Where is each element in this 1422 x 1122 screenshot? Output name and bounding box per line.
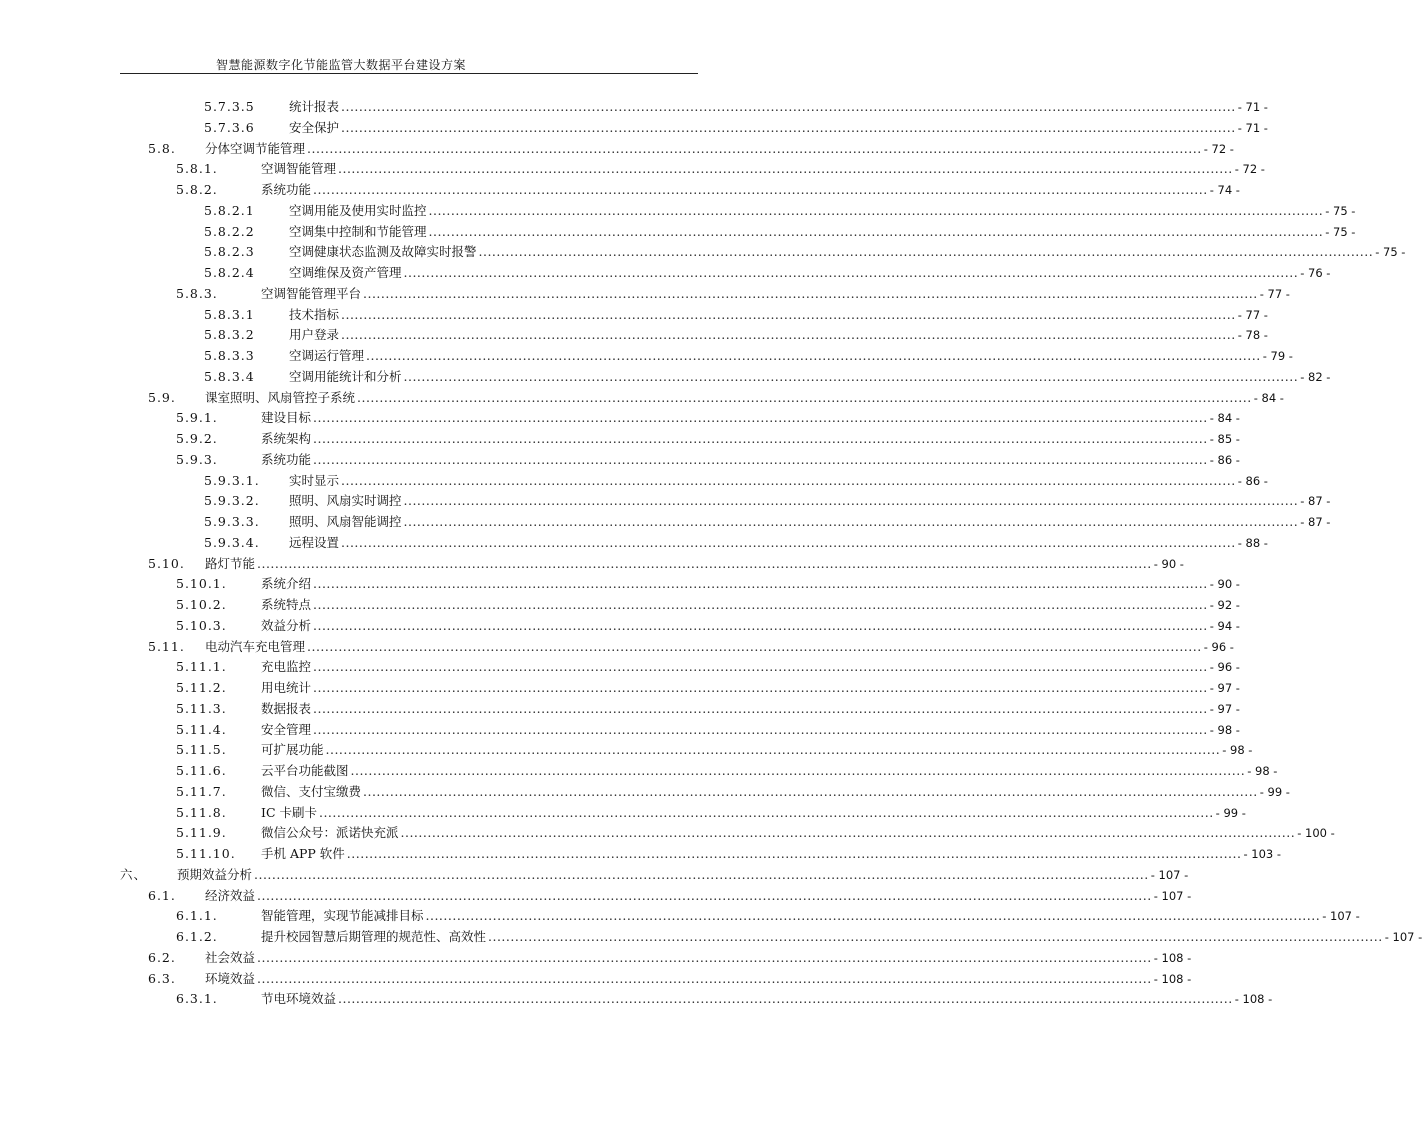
toc-entry-number: 5.7.3.6 bbox=[204, 119, 255, 135]
toc-leader-dots: ........................................................................................................................................................................................................ bbox=[366, 348, 1261, 363]
toc-entry-page: - 96 - bbox=[1209, 660, 1240, 675]
toc-entry[interactable] bbox=[176, 698, 1240, 719]
toc-entry[interactable] bbox=[148, 138, 1234, 159]
toc-entry-title: 空调运行管理 bbox=[289, 348, 365, 363]
toc-entry-number: 5.10.1. bbox=[176, 576, 227, 592]
toc-entry-page: - 71 - bbox=[1237, 120, 1268, 135]
toc-entry[interactable] bbox=[148, 885, 1192, 906]
toc-entry-title: 预期效益分析 bbox=[177, 866, 253, 882]
toc-leader-dots: ........................................................................................................................................................................................................ bbox=[428, 223, 1324, 239]
toc-entry-title: 安全管理 bbox=[261, 721, 312, 737]
toc-entry[interactable] bbox=[120, 864, 1189, 885]
toc-entry-title: 系统功能 bbox=[261, 451, 312, 467]
toc-entry-title: 分体空调节能管理 bbox=[205, 140, 306, 156]
toc-leader-dots: ........................................................................................................................................................................................................ bbox=[318, 804, 1214, 820]
toc-entry-number: 5.11.8. bbox=[176, 804, 227, 820]
toc-entry-number: 6.2. bbox=[148, 949, 176, 965]
toc-entry[interactable] bbox=[176, 802, 1246, 823]
toc-leader-dots: ........................................................................................................................................................................................................ bbox=[403, 493, 1299, 509]
toc-entry[interactable] bbox=[176, 760, 1278, 781]
toc-entry-title: 空调智能管理平台 bbox=[261, 285, 362, 301]
toc-entry-page: - 82 - bbox=[1300, 369, 1331, 384]
toc-entry[interactable] bbox=[176, 615, 1240, 636]
toc-entry-page: - 84 - bbox=[1209, 411, 1240, 426]
toc-entry-number: 5.9.2. bbox=[176, 431, 218, 446]
toc-leader-dots: ........................................................................................................................................................................................................ bbox=[313, 700, 1208, 716]
toc-leader-dots: ........................................................................................................................................................................................................ bbox=[428, 202, 1324, 218]
toc-entry-page: - 85 - bbox=[1209, 432, 1240, 446]
toc-entry-number: 5.9.1. bbox=[176, 410, 218, 426]
toc-leader-dots: ........................................................................................................................................................................................................ bbox=[257, 887, 1152, 903]
toc-entry[interactable] bbox=[204, 470, 1268, 491]
toc-leader-dots: ........................................................................................................................................................................................................ bbox=[313, 721, 1208, 737]
toc-entry-title: 系统特点 bbox=[261, 597, 312, 612]
toc-entry[interactable] bbox=[176, 905, 1360, 926]
toc-entry-page: - 107 - bbox=[1150, 867, 1189, 882]
toc-entry-number: 5.11.10. bbox=[176, 846, 236, 861]
toc-entry-number: 5.11.1. bbox=[176, 659, 227, 675]
toc-entry-title: 实时显示 bbox=[289, 472, 340, 488]
toc-entry-page: - 90 - bbox=[1209, 577, 1240, 592]
toc-entry[interactable] bbox=[148, 553, 1184, 574]
toc-entry-number: 5.9.3.2. bbox=[204, 493, 260, 509]
toc-entry-number: 5.11.7. bbox=[176, 783, 227, 799]
toc-entry-page: - 103 - bbox=[1243, 847, 1282, 861]
toc-entry-title: 技术指标 bbox=[289, 306, 340, 322]
toc-leader-dots: ........................................................................................................................................................................................................ bbox=[341, 99, 1236, 114]
toc-entry-title: 空调智能管理 bbox=[261, 161, 337, 177]
toc-entry-number: 6.3.1. bbox=[176, 991, 218, 1007]
toc-entry[interactable] bbox=[176, 573, 1240, 594]
toc-entry[interactable] bbox=[176, 781, 1290, 802]
toc-entry-number: 5.8.3.4 bbox=[204, 368, 255, 384]
toc-entry-number: 5.11.2. bbox=[176, 680, 227, 695]
toc-entry[interactable] bbox=[204, 221, 1356, 242]
toc-entry-title: 手机 APP 软件 bbox=[261, 846, 345, 861]
toc-entry[interactable] bbox=[204, 490, 1331, 511]
toc-leader-dots: ........................................................................................................................................................................................................ bbox=[257, 970, 1152, 986]
toc-entry-number: 6.1.1. bbox=[176, 908, 218, 924]
toc-entry[interactable] bbox=[176, 739, 1253, 760]
toc-entry-number: 5.8.2. bbox=[176, 182, 218, 197]
toc-entry-number: 5.8.2.1 bbox=[204, 202, 255, 218]
toc-leader-dots: ........................................................................................................................................................................................................ bbox=[350, 763, 1246, 778]
toc-entry-title: 云平台功能截图 bbox=[261, 763, 349, 778]
toc-entry-number: 5.11.5. bbox=[176, 742, 227, 758]
toc-entry[interactable] bbox=[176, 428, 1240, 449]
toc-entry-number: 5.8.3.1 bbox=[204, 306, 255, 322]
toc-leader-dots: ........................................................................................................................................................................................................ bbox=[313, 182, 1208, 197]
toc-entry-title: 建设目标 bbox=[261, 410, 312, 426]
toc-entry-title: 系统功能 bbox=[261, 182, 312, 197]
toc-entry-title: 提升校园智慧后期管理的规范性、高效性 bbox=[261, 929, 487, 944]
toc-entry-number: 5.11. bbox=[148, 638, 185, 654]
toc-entry-page: - 92 - bbox=[1209, 598, 1240, 612]
toc-entry-page: - 108 - bbox=[1153, 950, 1192, 965]
toc-leader-dots: ........................................................................................................................................................................................................ bbox=[313, 597, 1208, 612]
toc-leader-dots: ........................................................................................................................................................................................................ bbox=[325, 742, 1221, 758]
toc-entry[interactable] bbox=[176, 988, 1273, 1009]
toc-entry-page: - 74 - bbox=[1209, 183, 1240, 197]
toc-entry-title: 远程设置 bbox=[289, 534, 340, 550]
toc-leader-dots: ........................................................................................................................................................................................................ bbox=[307, 140, 1202, 156]
toc-entry-number: 5.8.2.2 bbox=[204, 223, 255, 239]
toc-leader-dots: ........................................................................................................................................................................................................ bbox=[313, 410, 1208, 426]
toc-entry[interactable] bbox=[176, 179, 1240, 200]
toc-entry-title: 路灯节能 bbox=[205, 555, 256, 571]
toc-entry-title: 电动汽车充电管理 bbox=[205, 638, 306, 654]
toc-leader-dots: ........................................................................................................................................................................................................ bbox=[338, 991, 1233, 1007]
toc-entry-number: 5.8.2.3 bbox=[204, 244, 255, 260]
toc-entry-page: - 108 - bbox=[1234, 992, 1273, 1007]
toc-entry-title: 节电环境效益 bbox=[261, 991, 337, 1007]
toc-entry-page: - 79 - bbox=[1262, 349, 1293, 363]
toc-entry[interactable] bbox=[148, 636, 1234, 657]
toc-entry[interactable] bbox=[176, 656, 1240, 677]
toc-leader-dots: ........................................................................................................................................................................................................ bbox=[257, 949, 1152, 965]
toc-entry[interactable] bbox=[176, 594, 1240, 615]
toc-entry-page: - 99 - bbox=[1215, 805, 1246, 820]
toc-entry-title: 照明、风扇实时调控 bbox=[289, 493, 402, 509]
toc-entry[interactable] bbox=[204, 262, 1331, 283]
toc-entry-number: 5.9.3.1. bbox=[204, 472, 260, 488]
toc-leader-dots: ........................................................................................................................................................................................................ bbox=[341, 327, 1236, 343]
toc-entry-page: - 98 - bbox=[1247, 764, 1278, 778]
toc-entry-page: - 72 - bbox=[1234, 162, 1265, 177]
toc-leader-dots: ........................................................................................................................................................................................................ bbox=[341, 306, 1236, 322]
toc-entry-number: 5.8.2.4 bbox=[204, 265, 255, 280]
toc-entry[interactable] bbox=[176, 449, 1240, 470]
toc-entry-title: 安全保护 bbox=[289, 119, 340, 135]
toc-entry-title: 空调维保及资产管理 bbox=[289, 265, 402, 280]
toc-leader-dots: ........................................................................................................................................................................................................ bbox=[403, 368, 1299, 384]
toc-entry[interactable] bbox=[204, 200, 1356, 221]
toc-entry-number: 5.11.4. bbox=[176, 721, 227, 737]
toc-entry-page: - 77 - bbox=[1259, 286, 1290, 301]
toc-entry-title: 空调健康状态监测及故障实时报警 bbox=[289, 244, 477, 260]
toc-entry[interactable] bbox=[204, 532, 1268, 553]
toc-leader-dots: ........................................................................................................................................................................................................ bbox=[346, 846, 1242, 861]
toc-leader-dots: ........................................................................................................................................................................................................ bbox=[313, 431, 1208, 446]
toc-entry-page: - 87 - bbox=[1300, 494, 1331, 509]
toc-entry-number: 5.9. bbox=[148, 389, 176, 405]
toc-entry[interactable] bbox=[176, 822, 1335, 843]
toc-entry-number: 6.1. bbox=[148, 887, 176, 903]
toc-entry[interactable] bbox=[204, 366, 1331, 387]
toc-entry-title: 效益分析 bbox=[261, 617, 312, 633]
toc-entry[interactable] bbox=[148, 968, 1192, 989]
toc-entry[interactable] bbox=[176, 843, 1282, 864]
toc-entry-title: 系统架构 bbox=[261, 431, 312, 446]
toc-entry-page: - 86 - bbox=[1237, 473, 1268, 488]
toc-entry-number: 6.1.2. bbox=[176, 929, 218, 944]
toc-entry-title: 经济效益 bbox=[205, 887, 256, 903]
toc-entry-title: 空调集中控制和节能管理 bbox=[289, 223, 427, 239]
toc-entry-number: 5.8.3. bbox=[176, 285, 218, 301]
toc-entry-number: 5.8.3.2 bbox=[204, 327, 255, 343]
toc-entry-page: - 94 - bbox=[1209, 618, 1240, 633]
toc-entry-title: 充电监控 bbox=[261, 659, 312, 675]
toc-leader-dots: ........................................................................................................................................................................................................ bbox=[403, 265, 1299, 280]
toc-leader-dots: ........................................................................................................................................................................................................ bbox=[341, 534, 1236, 550]
toc-entry-title: 环境效益 bbox=[205, 970, 256, 986]
toc-entry-number: 5.11.9. bbox=[176, 825, 227, 841]
toc-leader-dots: ........................................................................................................................................................................................................ bbox=[357, 389, 1252, 405]
toc-entry-page: - 97 - bbox=[1209, 701, 1240, 716]
toc-entry[interactable] bbox=[204, 511, 1331, 532]
toc-entry[interactable] bbox=[176, 719, 1240, 740]
toc-entry-page: - 100 - bbox=[1297, 826, 1335, 841]
toc-entry-title: 社会效益 bbox=[205, 949, 256, 965]
toc-leader-dots: ........................................................................................................................................................................................................ bbox=[313, 451, 1208, 467]
toc-entry-page: - 107 - bbox=[1322, 909, 1360, 924]
toc-entry[interactable] bbox=[176, 926, 1422, 947]
toc-entry-number: 六、 bbox=[120, 866, 148, 882]
toc-entry-page: - 86 - bbox=[1209, 452, 1240, 467]
toc-entry-page: - 98 - bbox=[1209, 722, 1240, 737]
toc-entry[interactable] bbox=[176, 677, 1240, 698]
toc-entry-page: - 107 - bbox=[1384, 930, 1422, 944]
toc-entry-title: 空调用能统计和分析 bbox=[289, 368, 402, 384]
toc-entry-page: - 88 - bbox=[1237, 535, 1268, 550]
toc-leader-dots: ........................................................................................................................................................................................................ bbox=[363, 783, 1258, 799]
toc-entry-number: 5.9.3. bbox=[176, 451, 218, 467]
header-rule bbox=[120, 73, 698, 74]
toc-entry[interactable] bbox=[148, 947, 1192, 968]
toc-leader-dots: ........................................................................................................................................................................................................ bbox=[478, 244, 1374, 260]
toc-entry-number: 5.9.3.4. bbox=[204, 534, 260, 550]
toc-entry-title: 智能管理，实现节能减排目标 bbox=[261, 908, 424, 924]
toc-entry-title: 照明、风扇智能调控 bbox=[289, 514, 402, 529]
toc-entry-page: - 75 - bbox=[1325, 203, 1356, 218]
toc-leader-dots: ........................................................................................................................................................................................................ bbox=[313, 659, 1208, 675]
toc-entry-page: - 108 - bbox=[1153, 971, 1192, 986]
toc-entry-page: - 75 - bbox=[1375, 245, 1406, 260]
toc-entry-title: 用户登录 bbox=[289, 327, 340, 343]
toc-entry[interactable] bbox=[204, 96, 1268, 117]
toc-leader-dots: ........................................................................................................................................................................................................ bbox=[338, 161, 1233, 177]
toc-leader-dots: ........................................................................................................................................................................................................ bbox=[488, 929, 1383, 944]
toc-entry[interactable] bbox=[204, 241, 1406, 262]
toc-leader-dots: ........................................................................................................................................................................................................ bbox=[341, 472, 1236, 488]
toc-entry-page: - 98 - bbox=[1222, 743, 1253, 758]
toc-entry-number: 5.7.3.5 bbox=[204, 99, 255, 114]
toc-entry-number: 5.8. bbox=[148, 140, 176, 156]
toc-entry[interactable] bbox=[204, 304, 1268, 325]
toc-entry-number: 5.10.3. bbox=[176, 617, 227, 633]
toc-entry-title: 用电统计 bbox=[261, 680, 312, 695]
toc-leader-dots: ........................................................................................................................................................................................................ bbox=[313, 680, 1208, 695]
toc-entry-number: 5.8.1. bbox=[176, 161, 218, 177]
toc-entry-page: - 84 - bbox=[1253, 390, 1284, 405]
toc-entry-page: - 72 - bbox=[1203, 141, 1234, 156]
toc-entry[interactable] bbox=[148, 387, 1284, 408]
toc-entry-page: - 78 - bbox=[1237, 328, 1268, 343]
toc-leader-dots: ........................................................................................................................................................................................................ bbox=[257, 555, 1152, 571]
toc-leader-dots: ........................................................................................................................................................................................................ bbox=[313, 617, 1208, 633]
toc-entry-number: 5.10. bbox=[148, 555, 185, 571]
toc-entry-number: 6.3. bbox=[148, 970, 176, 986]
toc-entry-number: 5.11.3. bbox=[176, 700, 227, 716]
toc-entry-page: - 96 - bbox=[1203, 639, 1234, 654]
toc-leader-dots: ........................................................................................................................................................................................................ bbox=[425, 908, 1321, 924]
toc-entry-number: 5.9.3.3. bbox=[204, 514, 260, 529]
toc-entry-title: 系统介绍 bbox=[261, 576, 312, 592]
toc-entry[interactable] bbox=[204, 117, 1268, 138]
toc-entry-page: - 76 - bbox=[1300, 266, 1331, 280]
toc-leader-dots: ........................................................................................................................................................................................................ bbox=[254, 866, 1149, 882]
toc-entry-page: - 71 - bbox=[1237, 100, 1268, 114]
toc-entry-page: - 75 - bbox=[1325, 224, 1356, 239]
toc-entry-title: 数据报表 bbox=[261, 700, 312, 716]
toc-leader-dots: ........................................................................................................................................................................................................ bbox=[313, 576, 1208, 592]
toc-entry[interactable] bbox=[204, 324, 1268, 345]
toc-entry-page: - 77 - bbox=[1237, 307, 1268, 322]
toc-entry-number: 5.11.6. bbox=[176, 763, 227, 778]
toc-entry-number: 5.10.2. bbox=[176, 597, 227, 612]
toc-entry-number: 5.8.3.3 bbox=[204, 348, 255, 363]
toc-entry[interactable] bbox=[176, 158, 1265, 179]
toc-entry-title: 空调用能及使用实时监控 bbox=[289, 202, 427, 218]
toc-entry-page: - 97 - bbox=[1209, 681, 1240, 695]
toc-entry[interactable] bbox=[176, 407, 1240, 428]
toc-entry[interactable] bbox=[176, 283, 1290, 304]
toc-entry-page: - 107 - bbox=[1153, 888, 1192, 903]
toc-leader-dots: ........................................................................................................................................................................................................ bbox=[307, 638, 1202, 654]
toc-entry-title: 微信公众号：派诺快充派 bbox=[261, 825, 399, 841]
toc-entry-title: 统计报表 bbox=[289, 99, 340, 114]
page-header-title: 智慧能源数字化节能监管大数据平台建设方案 bbox=[216, 58, 467, 72]
toc-entry-page: - 87 - bbox=[1300, 515, 1331, 529]
toc-entry[interactable] bbox=[204, 345, 1293, 366]
toc-entry-title: IC 卡刷卡 bbox=[261, 804, 317, 820]
toc-leader-dots: ........................................................................................................................................................................................................ bbox=[403, 514, 1299, 529]
toc-leader-dots: ........................................................................................................................................................................................................ bbox=[400, 825, 1296, 841]
toc-leader-dots: ........................................................................................................................................................................................................ bbox=[363, 285, 1258, 301]
toc-entry-title: 课室照明、风扇管控子系统 bbox=[205, 389, 356, 405]
toc-entry-title: 可扩展功能 bbox=[261, 742, 324, 758]
toc-leader-dots: ........................................................................................................................................................................................................ bbox=[341, 119, 1236, 135]
toc-entry-title: 微信、支付宝缴费 bbox=[261, 783, 362, 799]
toc-entry-page: - 90 - bbox=[1153, 556, 1184, 571]
toc-entry-page: - 99 - bbox=[1259, 784, 1290, 799]
